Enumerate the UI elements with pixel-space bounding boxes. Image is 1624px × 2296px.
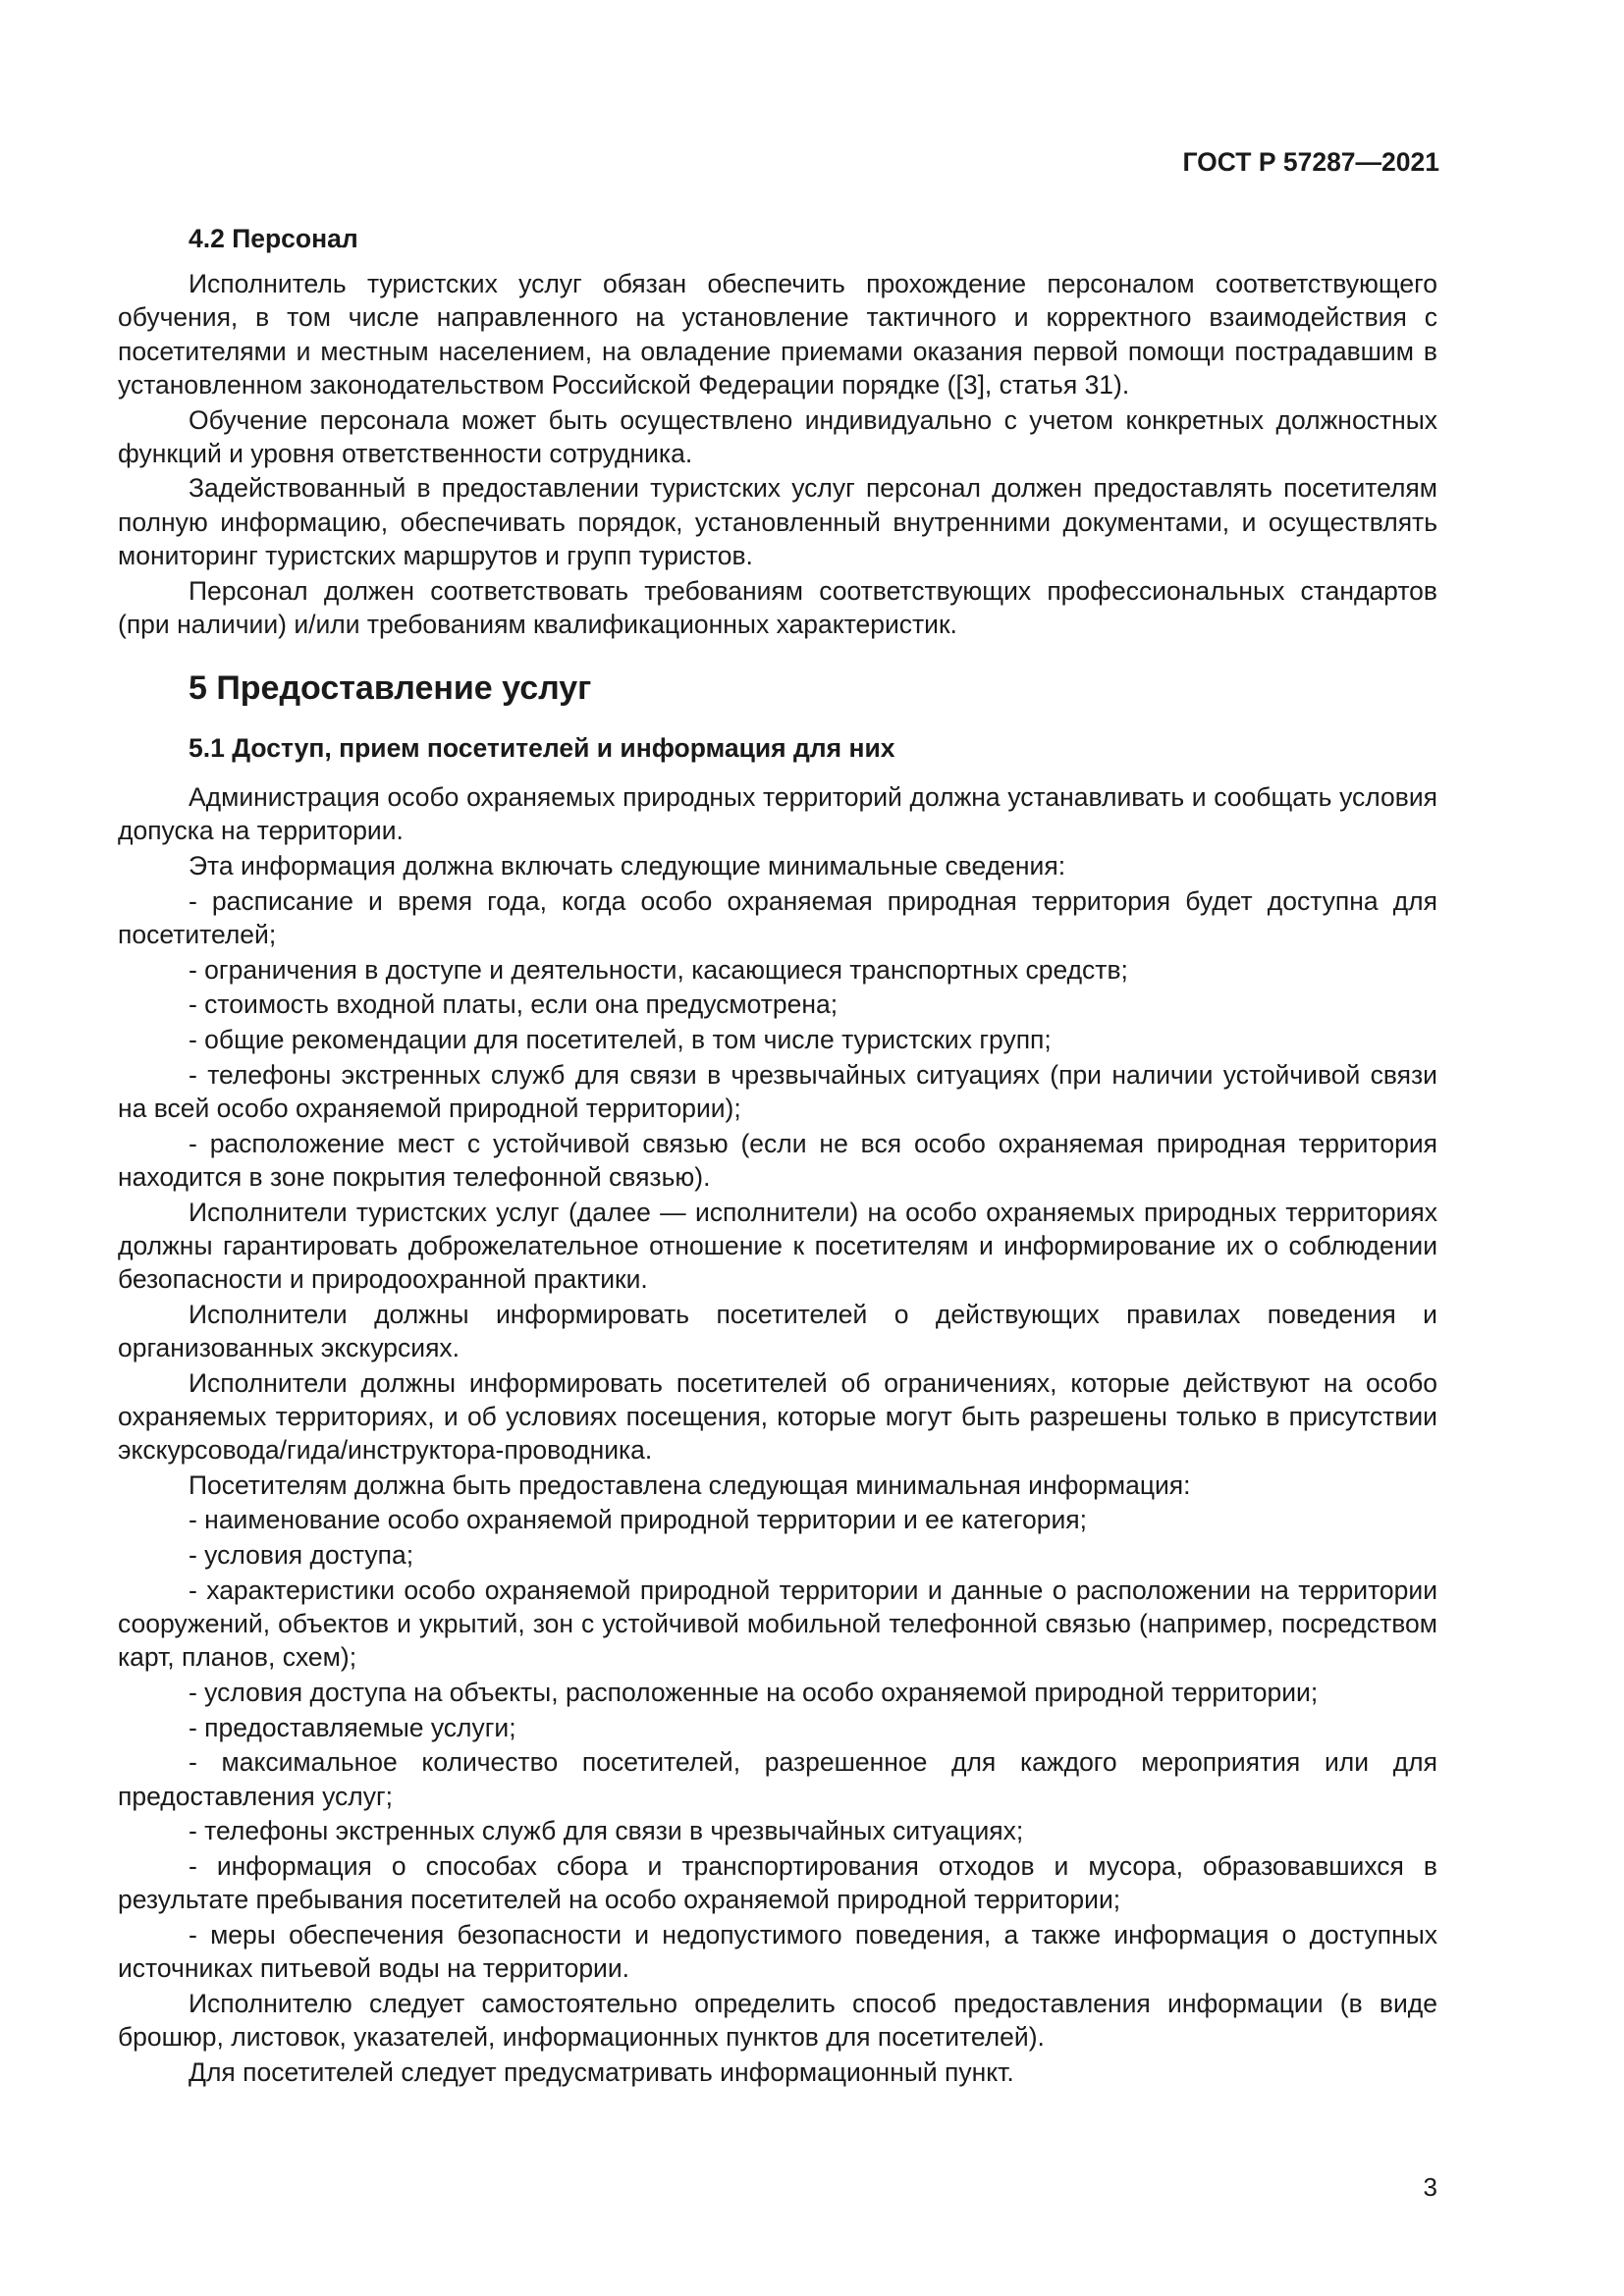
page-number: 3	[1423, 2172, 1437, 2202]
section-4-2-title: 4.2 Персонал	[189, 224, 358, 253]
paragraph: Исполнители должны информировать посетителей о действующих правилах поведения и организованных экскурсиях.	[118, 1299, 1437, 1362]
paragraph: Посетителям должна быть предоставлена следующая минимальная информация:	[189, 1469, 1191, 1500]
list-item: - расписание и время года, когда особо охраняемая природная территория будет доступна для посетителей;	[118, 885, 1437, 949]
list-item: - стоимость входной платы, если она предусмотрена;	[189, 989, 839, 1020]
paragraph: Исполнителю следует самостоятельно определить способ предоставления информации (в виде брошюр, листовок, указателей, информационных пунктов для посетителей).	[118, 1988, 1437, 2052]
section-5-1-title: 5.1 Доступ, прием посетителей и информация для них	[189, 732, 895, 763]
paragraph: Эта информация должна включать следующие минимальные сведения:	[189, 851, 1066, 881]
list-item: - условия доступа;	[189, 1540, 414, 1571]
paragraph: Обучение персонала может быть осуществлено индивидуально с учетом конкретных должностных функций и уровня ответственности сотрудника.	[118, 404, 1437, 468]
paragraph: Исполнители должны информировать посетителей об ограничениях, которые действуют на особо охраняемых территориях, и об условиях посещения, которые могут быть разрешены только в присутствии экскурсовода/гида/инструктора-проводника.	[118, 1367, 1437, 1465]
section-5-title: 5 Предоставление услуг	[189, 668, 592, 707]
content	[118, 222, 1437, 2090]
list-item: - общие рекомендации для посетителей, в том числе туристских групп;	[189, 1025, 1052, 1055]
list-item: - условия доступа на объекты, расположенные на особо охраняемой природной территории;	[189, 1677, 1319, 1707]
list-item: - наименование особо охраняемой природной территории и ее категория;	[189, 1505, 1087, 1535]
paragraph: Задействованный в предоставлении туристских услуг персонал должен предоставлять посетителям полную информацию, обеспечивать порядок, установленный внутренними документами, и осуществлять мониторинг туристских маршрутов и групп туристов.	[118, 473, 1437, 570]
list-item: - предоставляемые услуги;	[189, 1712, 516, 1742]
list-item: - ограничения в доступе и деятельности, касающиеся транспортных средств;	[189, 954, 1128, 985]
list-item: - телефоны экстренных служб для связи в чрезвычайных ситуациях;	[189, 1816, 1024, 1846]
list-item: - меры обеспечения безопасности и недопустимого поведения, а также информация о доступных источниках питьевой воды на территории.	[118, 1919, 1437, 1984]
list-item: - максимальное количество посетителей, разрешенное для каждого мероприятия или для предоставления услуг;	[118, 1747, 1437, 1811]
paragraph: Для посетителей следует предусматривать информационный пункт.	[189, 2056, 1014, 2087]
list-item: - информация о способах сбора и транспортирования отходов и мусора, образовавшихся в результате пребывания посетителей на особо охраняемой природной территории;	[118, 1850, 1437, 1915]
list-item: - расположение мест с устойчивой связью (если не вся особо охраняемая природная территория находится в зоне покрытия телефонной связью).	[118, 1128, 1437, 1192]
paragraph: Персонал должен соответствовать требованиям соответствующих профессиональных стандартов (при наличии) и/или требованиям квалификационных характеристик.	[118, 575, 1437, 639]
list-item: - телефоны экстренных служб для связи в чрезвычайных ситуациях (при наличии устойчивой связи на всей особо охраняемой природной территории);	[118, 1059, 1437, 1123]
document-id: ГОСТ Р 57287—2021	[1182, 147, 1439, 177]
paragraph: Исполнитель туристских услуг обязан обеспечить прохождение персоналом соответствующего обучения, в том числе направленного на установление тактичного и корректного взаимодействия с посетителями и местным населением, на овладение приемами оказания первой помощи пострадавшим в установленном законодательством Российской Федерации порядке ([3], статья 31).	[118, 269, 1437, 400]
list-item: - характеристики особо охраняемой природной территории и данные о расположении на территории сооружений, объектов и укрытий, зон с устойчивой мобильной телефонной связью (например, посредством карт, планов, схем);	[118, 1575, 1437, 1673]
paragraph: Администрация особо охраняемых природных территорий должна устанавливать и сообщать условия допуска на территории.	[118, 782, 1437, 846]
paragraph: Исполнители туристских услуг (далее — исполнители) на особо охраняемых природных территориях должны гарантировать доброжелательное отношение к посетителям и информирование их о соблюдении безопасности и природоохранной практики.	[118, 1197, 1437, 1294]
